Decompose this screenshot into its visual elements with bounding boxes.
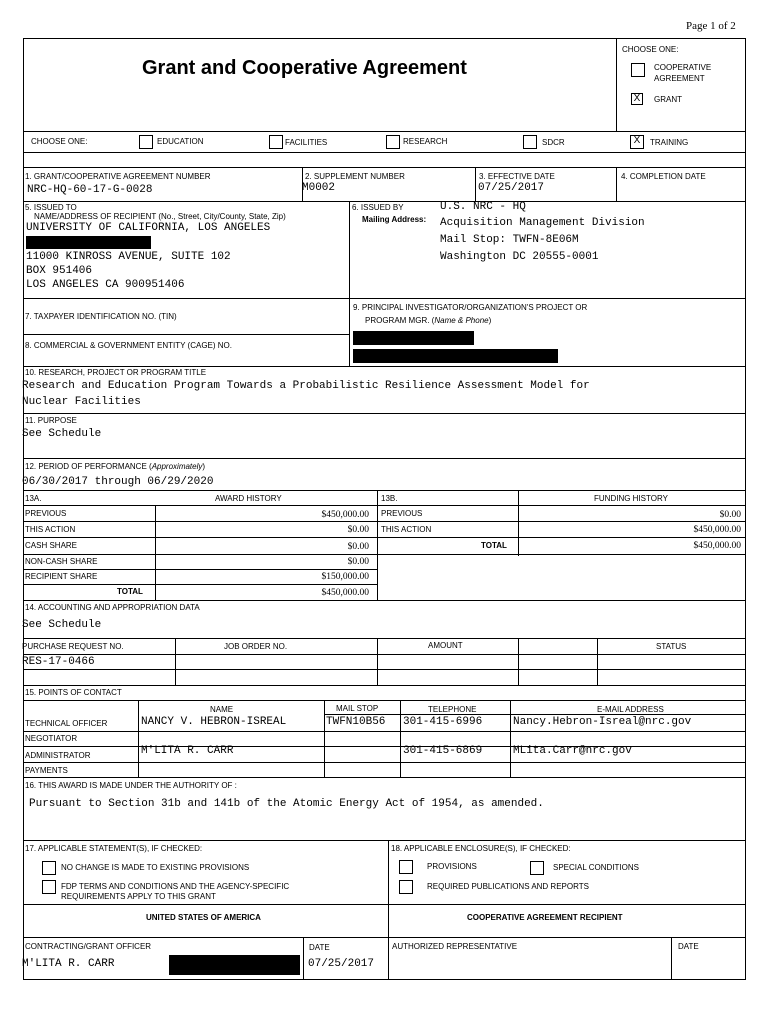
box6-label: 6. ISSUED BY xyxy=(352,203,404,212)
officer-label: CONTRACTING/GRANT OFFICER xyxy=(25,942,152,951)
contact-phone: 301-415-6869 xyxy=(403,745,483,757)
award-history-header: AWARD HISTORY xyxy=(215,494,282,503)
box13a-label: 13A. xyxy=(25,494,42,503)
authorized-rep-label: AUTHORIZED REPRESENTATIVE xyxy=(392,942,518,951)
facilities-checkbox[interactable] xyxy=(269,135,283,149)
authority-value: Pursuant to Section 31b and 141b of the Atomic Energy Act of 1954, as amended. xyxy=(29,798,544,810)
cooperative-agreement-label-2: AGREEMENT xyxy=(654,74,705,83)
award-row-value: $0.00 xyxy=(347,525,369,535)
award-row-label: RECIPIENT SHARE xyxy=(25,572,98,581)
purchase-request-value: RES-17-0466 xyxy=(22,656,95,668)
box9-label: 9. PRINCIPAL INVESTIGATOR/ORGANIZATION'S PROJECT OR xyxy=(353,303,588,312)
required-publications-label: REQUIRED PUBLICATIONS AND REPORTS xyxy=(427,882,589,891)
box5-sublabel: NAME/ADDRESS OF RECIPIENT (No., Street, City/County, State, Zip) xyxy=(34,212,286,221)
contact-role: ADMINISTRATOR xyxy=(25,751,91,760)
purpose-value: See Schedule xyxy=(22,428,102,440)
period-value: 06/30/2017 through 06/29/2020 xyxy=(22,476,214,488)
effective-date: 07/25/2017 xyxy=(478,182,545,194)
contact-email: Nancy.Hebron-Isreal@nrc.gov xyxy=(513,716,692,728)
funding-row-value: $0.00 xyxy=(719,510,741,520)
officer-date: 07/25/2017 xyxy=(308,958,375,970)
issuer-line2: Acquisition Management Division xyxy=(440,217,645,229)
recipient-address-3: LOS ANGELES CA 900951406 xyxy=(26,279,185,291)
award-row-value: $0.00 xyxy=(347,542,369,552)
page-number: Page 1 of 2 xyxy=(686,20,736,32)
grant-checkbox[interactable]: X xyxy=(631,93,643,105)
sdcr-label: SDCR xyxy=(542,138,565,147)
funding-total-label: TOTAL xyxy=(481,541,507,550)
research-label: RESEARCH xyxy=(403,137,448,146)
mailing-address-label: Mailing Address: xyxy=(362,215,427,224)
box5-label: 5. ISSUED TO xyxy=(25,203,77,212)
box8-label: 8. COMMERCIAL & GOVERNMENT ENTITY (CAGE) NO. xyxy=(25,341,232,350)
contact-phone: 301-415-6996 xyxy=(403,716,483,728)
funding-row-value: $450,000.00 xyxy=(693,525,741,535)
telephone-col-header: TELEPHONE xyxy=(428,705,477,714)
fdp-terms-checkbox[interactable] xyxy=(42,880,56,894)
date-label: DATE xyxy=(309,943,330,952)
issuer-line4: Washington DC 20555-0001 xyxy=(440,251,599,263)
funding-row-label: THIS ACTION xyxy=(381,525,432,534)
fdp-terms-label: FDP TERMS AND CONDITIONS AND THE AGENCY-SPECIFIC xyxy=(61,882,290,891)
contact-role: NEGOTIATOR xyxy=(25,734,78,743)
redacted-block xyxy=(26,236,151,249)
box7-label: 7. TAXPAYER IDENTIFICATION NO. (TIN) xyxy=(25,312,177,321)
agreement-number: NRC-HQ-60-17-G-0028 xyxy=(27,184,153,196)
mailstop-col-header: MAIL STOP xyxy=(336,704,379,713)
officer-name: M'LITA R. CARR xyxy=(22,958,115,970)
box16-label: 16. THIS AWARD IS MADE UNDER THE AUTHORITY OF : xyxy=(25,781,237,790)
award-row-value: $0.00 xyxy=(347,557,369,567)
contact-name: NANCY V. HEBRON-ISREAL xyxy=(141,716,287,728)
funding-history-header: FUNDING HISTORY xyxy=(594,494,668,503)
award-row-label: NON-CASH SHARE xyxy=(25,557,98,566)
award-row-label: PREVIOUS xyxy=(25,509,67,518)
award-total-label: TOTAL xyxy=(117,587,143,596)
research-checkbox[interactable] xyxy=(386,135,400,149)
cooperative-agreement-checkbox[interactable] xyxy=(631,63,645,77)
box15-label: 15. POINTS OF CONTACT xyxy=(25,688,122,697)
usa-header: UNITED STATES OF AMERICA xyxy=(146,913,261,922)
box18-label: 18. APPLICABLE ENCLOSURE(S), IF CHECKED: xyxy=(391,844,571,853)
provisions-checkbox[interactable] xyxy=(399,860,413,874)
recipient-name: UNIVERSITY OF CALIFORNIA, LOS ANGELES xyxy=(26,222,271,234)
status-col-header: STATUS xyxy=(656,642,687,651)
accounting-value: See Schedule xyxy=(22,619,102,631)
education-label: EDUCATION xyxy=(157,137,204,146)
project-title-line1: Research and Education Program Towards a Probabilistic Resilience Assessment Model for xyxy=(22,380,590,392)
purchase-col-header: PURCHASE REQUEST NO. xyxy=(22,642,124,651)
box14-label: 14. ACCOUNTING AND APPROPRIATION DATA xyxy=(25,603,200,612)
box13b-label: 13B. xyxy=(381,494,398,503)
box2-label: 2. SUPPLEMENT NUMBER xyxy=(305,172,405,181)
special-conditions-label: SPECIAL CONDITIONS xyxy=(553,863,639,872)
box9-label-2: PROGRAM MGR. (Name & Phone) xyxy=(365,316,492,325)
box3-label: 3. EFFECTIVE DATE xyxy=(479,172,555,181)
award-row-value: $150,000.00 xyxy=(321,572,369,582)
recipient-header: COOPERATIVE AGREEMENT RECIPIENT xyxy=(467,913,623,922)
special-conditions-checkbox[interactable] xyxy=(530,861,544,875)
award-row-value: $450,000.00 xyxy=(321,510,369,520)
contact-role: TECHNICAL OFFICER xyxy=(25,719,108,728)
job-col-header: JOB ORDER NO. xyxy=(224,642,288,651)
contact-mailstop: TWFN10B56 xyxy=(326,716,386,728)
fdp-terms-label-2: REQUIREMENTS APPLY TO THIS GRANT xyxy=(61,892,216,901)
provisions-label: PROVISIONS xyxy=(427,862,477,871)
no-change-label: NO CHANGE IS MADE TO EXISTING PROVISIONS xyxy=(61,863,250,872)
redacted-signature xyxy=(169,955,300,975)
choose-one-label: CHOOSE ONE: xyxy=(622,45,679,54)
required-publications-checkbox[interactable] xyxy=(399,880,413,894)
contact-name: M'LITA R. CARR xyxy=(141,745,234,757)
award-row-label: THIS ACTION xyxy=(25,525,76,534)
box4-label: 4. COMPLETION DATE xyxy=(621,172,706,181)
box17-label: 17. APPLICABLE STATEMENT(S), IF CHECKED: xyxy=(25,844,203,853)
contact-role: PAYMENTS xyxy=(25,766,68,775)
issuer-line3: Mail Stop: TWFN-8E06M xyxy=(440,234,579,246)
redacted-block xyxy=(353,349,558,363)
facilities-label: FACILITIES xyxy=(285,138,328,147)
award-row-value: $450,000.00 xyxy=(321,588,369,598)
redacted-block xyxy=(353,331,474,345)
training-checkbox[interactable]: X xyxy=(630,135,644,149)
choose-one-row-label: CHOOSE ONE: xyxy=(31,137,88,146)
email-col-header: E-MAIL ADDRESS xyxy=(597,705,664,714)
grant-label: GRANT xyxy=(654,95,682,104)
project-title-line2: Nuclear Facilities xyxy=(22,396,141,408)
sdcr-checkbox[interactable] xyxy=(523,135,537,149)
funding-row-value: $450,000.00 xyxy=(693,541,741,551)
box10-label: 10. RESEARCH, PROJECT OR PROGRAM TITLE xyxy=(25,368,207,377)
amount-col-header: AMOUNT xyxy=(428,641,463,650)
form-title: Grant and Cooperative Agreement xyxy=(142,57,467,79)
name-col-header: NAME xyxy=(210,705,234,714)
funding-row-label: PREVIOUS xyxy=(381,509,423,518)
training-label: TRAINING xyxy=(650,138,689,147)
box12-label: 12. PERIOD OF PERFORMANCE (Approximately) xyxy=(25,462,206,471)
issuer-line1: U.S. NRC - HQ xyxy=(440,201,526,213)
cooperative-agreement-label: COOPERATIVE xyxy=(654,63,712,72)
box11-label: 11. PURPOSE xyxy=(25,416,77,425)
contact-email: MLita.Carr@nrc.gov xyxy=(513,745,632,757)
education-checkbox[interactable] xyxy=(139,135,153,149)
supplement-number: M0002 xyxy=(302,182,336,194)
award-row-label: CASH SHARE xyxy=(25,541,78,550)
recipient-address-2: BOX 951406 xyxy=(26,265,93,277)
box1-label: 1. GRANT/COOPERATIVE AGREEMENT NUMBER xyxy=(25,172,211,181)
recipient-address-1: 11000 KINROSS AVENUE, SUITE 102 xyxy=(26,251,231,263)
no-change-checkbox[interactable] xyxy=(42,861,56,875)
rep-date-label: DATE xyxy=(678,942,699,951)
